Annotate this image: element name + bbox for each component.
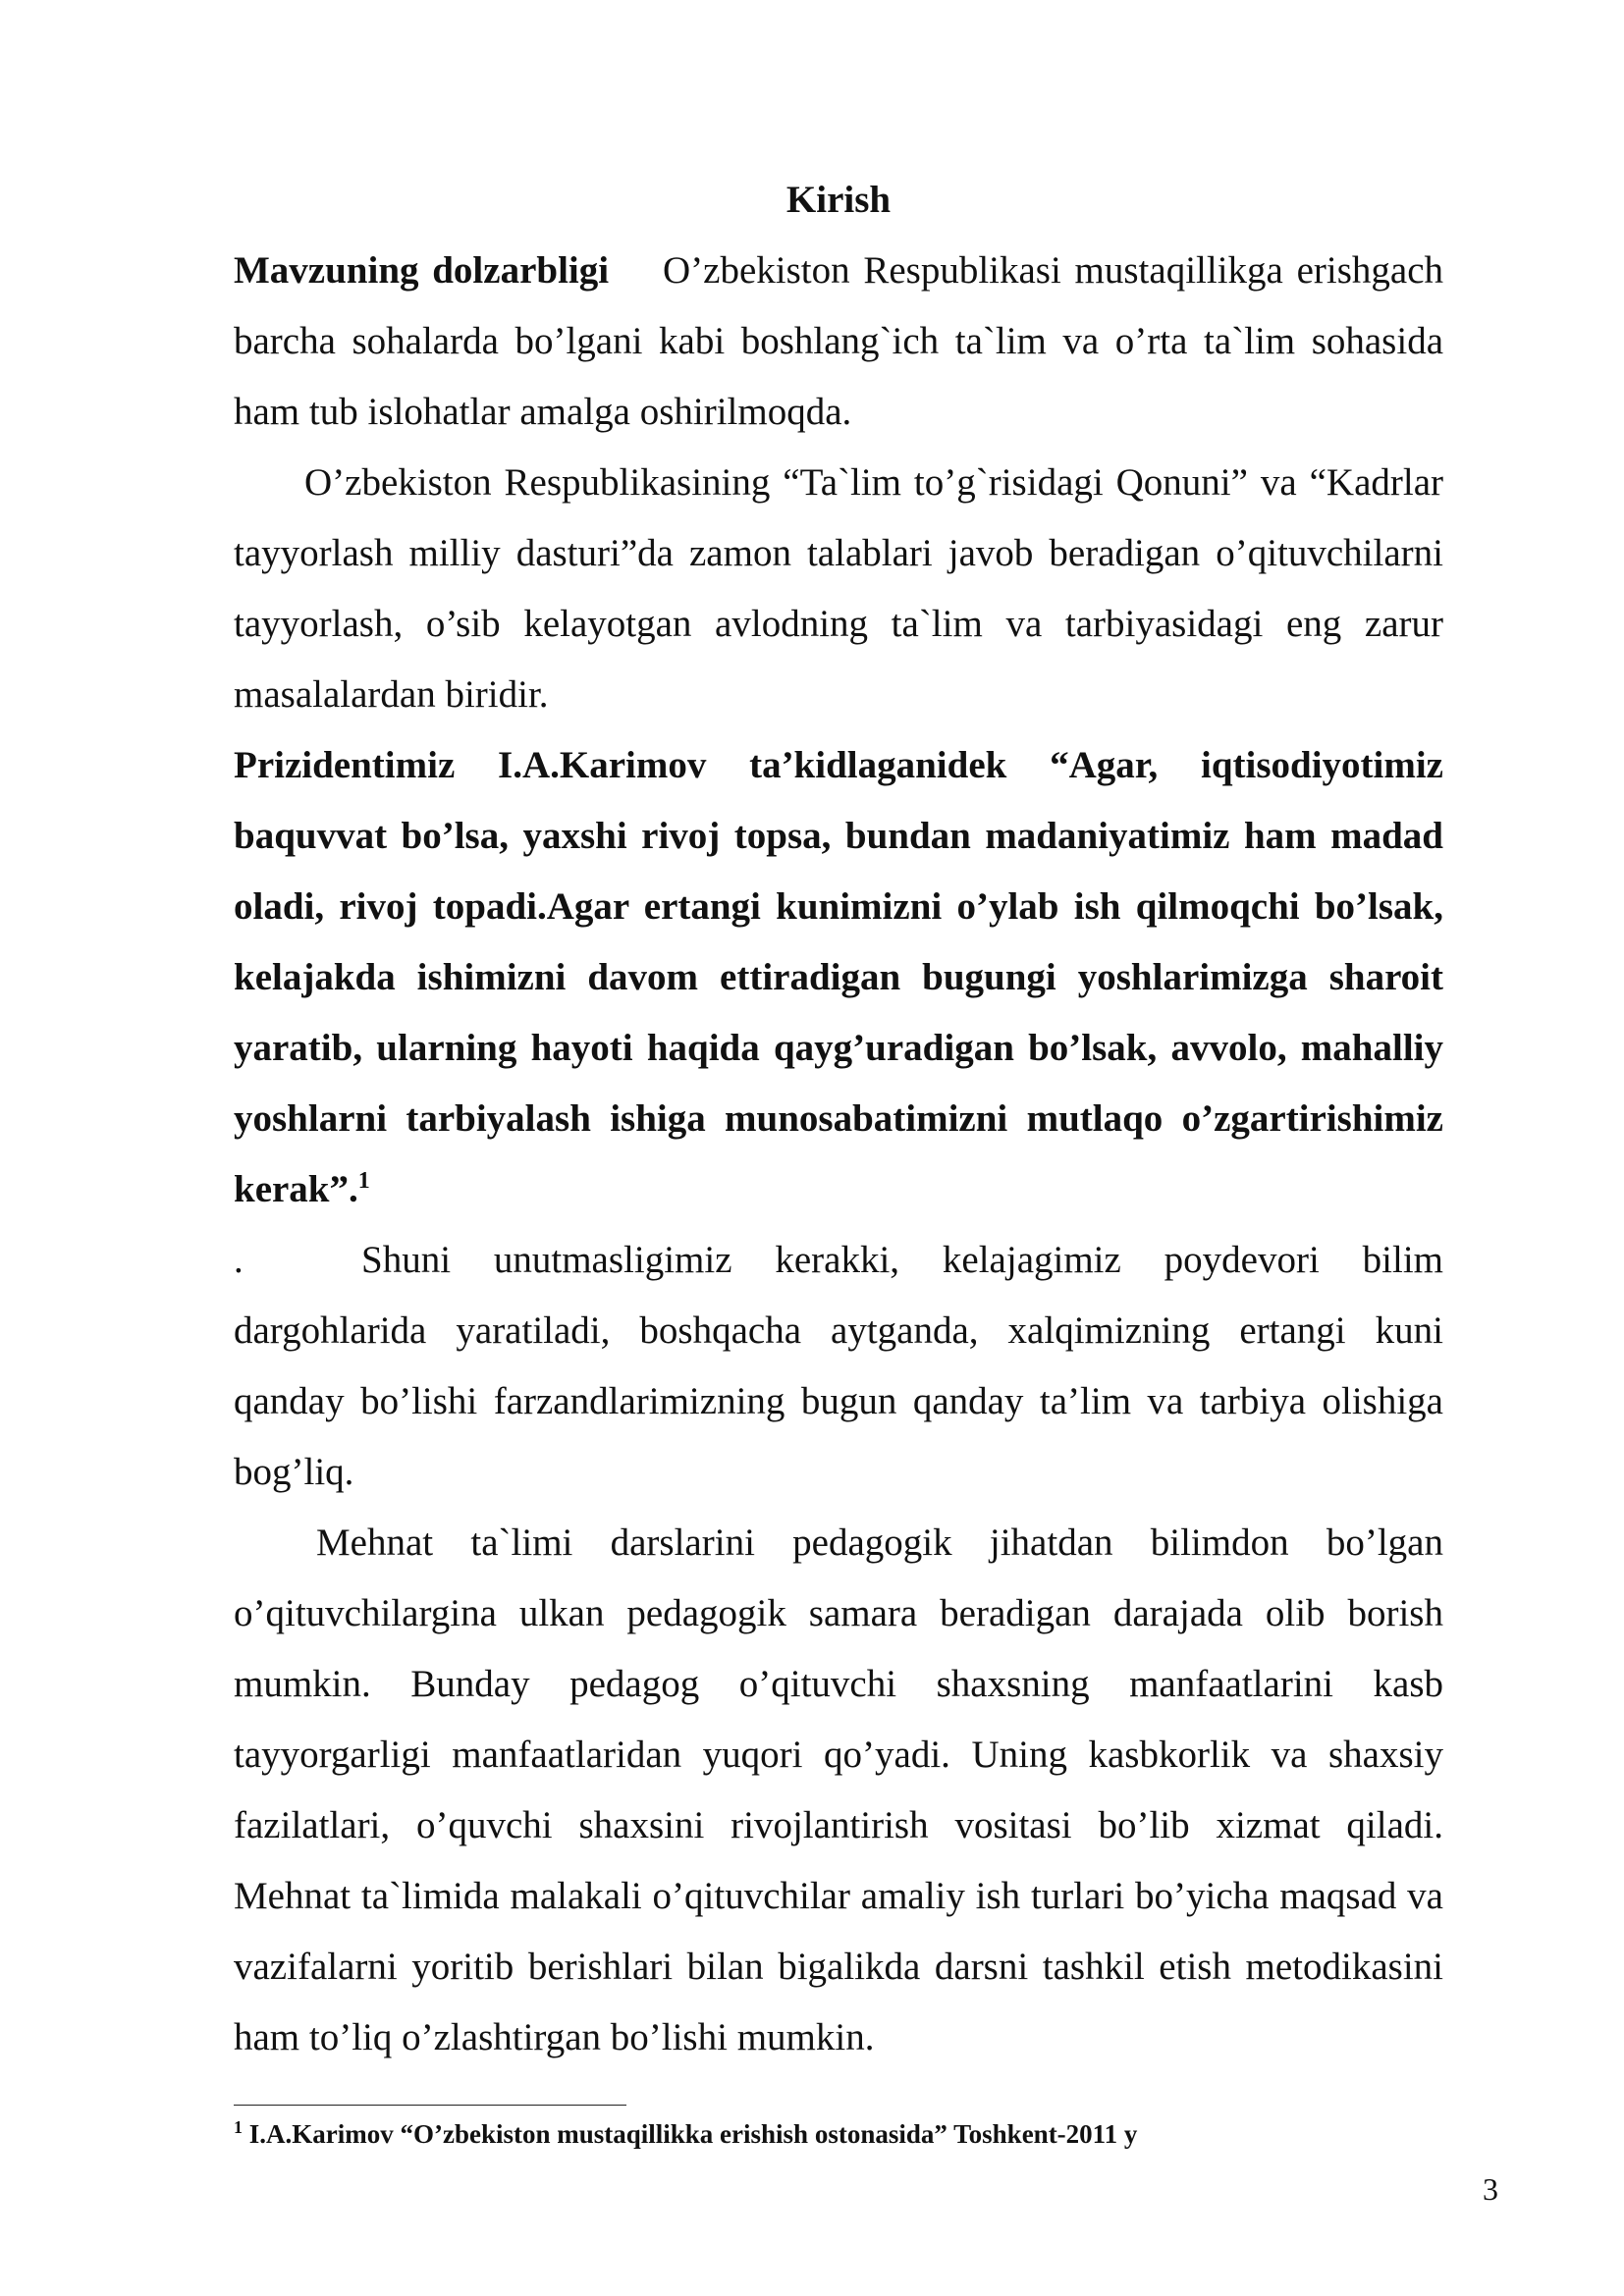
footnote-separator (234, 2105, 626, 2106)
section-title: Kirish (785, 179, 892, 221)
paragraph-knowledge (234, 1225, 1443, 1508)
relevance-heading: Mavzuning dolzarbligi (234, 249, 610, 292)
relevance-text: O’zbekiston Respublikasi mustaqillikga erishgach barcha sohalarda bo’lgani kabi boshlang`ich ta`lim va o’rta ta`lim sohasida ham tub islohatlar amalga oshirilmoqda. (234, 249, 1444, 433)
footnote-reference: 1 (357, 1168, 370, 1194)
body-text (234, 165, 1443, 2073)
quote-text: Prizidentimiz I.A.Karimov ta’kidlaganidek “Agar, iqtisodiyotimiz baquvvat bo’lsa, yaxshi rivoj topsa, bundan madaniyatimiz ham madad oladi, rivoj topadi.Agar ertangi kunimizni o’ylab ish qilmoqchi bo’lsak, kelajakda ishimizni davom ettiradigan bugungi yoshlarimizga sharoit yaratib, ularning hayoti haqida qayg’uradigan bo’lsak, avvolo, mahalliy yoshlarni tarbiyalash ishiga munosabatimizni mutlaqo o’zgartirishimiz kerak”. (234, 744, 1443, 1210)
knowledge-text: Shuni unutmasligimiz kerakki, kelajagimiz poydevori bilim dargohlarida yaratiladi, boshqacha aytganda, xalqimizning ertangi kuni qanday bo’lishi farzandlarimizning bugun qanday ta’lim va tarbiya olishiga bog’liq. (234, 1239, 1443, 1493)
paragraph-relevance (234, 236, 1443, 448)
paragraph-quote (234, 730, 1443, 1225)
paragraph-law: O’zbekiston Respublikasining “Ta`lim to’g`risidagi Qonuni” va “Kadrlar tayyorlash milliy dasturi”da zamon talablari javob beradigan o’qituvchilarni tayyorlash, o’sib kelayotgan avlodning ta`lim va tarbiyasidagi eng zarur masalalardan biridir. (234, 461, 1443, 716)
footnote-number: 1 (234, 2117, 243, 2137)
paragraph-dot: . (234, 1239, 244, 1281)
paragraph-labor-education: Mehnat ta`limi darslarini pedagogik jihatdan bilimdon bo’lgan o’qituvchilargina ulkan pedagogik samara beradigan darajada olib borish mumkin. Bunday pedagog o’qituvchi shaxsning manfaatlarini kasb tayyorgarligi manfaatlaridan yuqori qo’yadi. Uning kasbkorlik va shaxsiy fazilatlari, o’quvchi shaxsini rivojlantirish vositasi bo’lib xizmat qiladi. Mehnat ta`limida malakali o’qituvchilar amaliy ish turlari bo’yicha maqsad va vazifalarni yoritib berishlari bilan bigalikda darsni tashkil etish metodikasini ham to’liq o’zlashtirgan bo’lishi mumkin. (234, 1522, 1443, 2058)
page-number: 3 (1483, 2171, 1498, 2207)
footnote (234, 2114, 1443, 2154)
footnote-text: I.A.Karimov “O’zbekiston mustaqillikka erishish ostonasida” Toshkent-2011 y (248, 2119, 1138, 2149)
